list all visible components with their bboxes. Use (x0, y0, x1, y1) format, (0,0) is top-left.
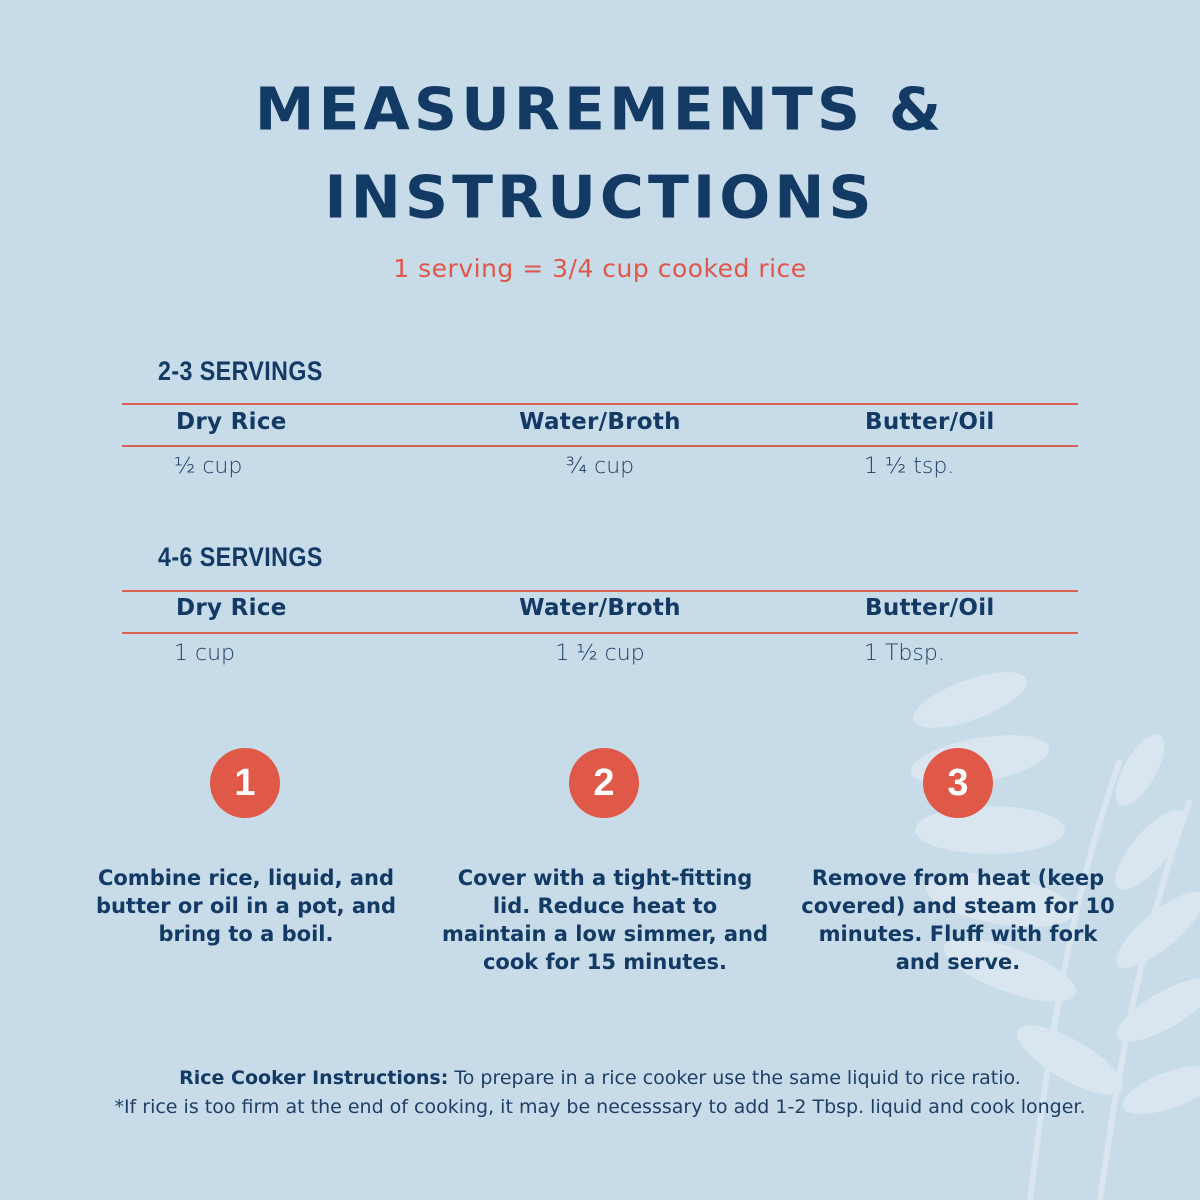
rice-cooker-text: To prepare in a rice cooker use the same liquid to rice ratio. (448, 1067, 1021, 1089)
page-title-line-1: MEASUREMENTS & (254, 75, 946, 145)
step-3-text: Remove from heat (keep covered) and steam for 10 minutes. Fluff with fork and serve. (801, 866, 1115, 974)
divider (122, 445, 1078, 447)
divider (122, 590, 1078, 592)
column-header-butter-oil: Butter/Oil (865, 595, 995, 621)
value-butter-oil: 1 Tbsp. (864, 641, 945, 666)
step-1-badge: 1 (210, 748, 280, 818)
step-2-text: Cover with a tight-fitting lid. Reduce heat to maintain a low simmer, and cook for 15 minutes. (441, 866, 769, 974)
step-3-badge: 3 (923, 748, 993, 818)
footer-notes (0, 1064, 1200, 1122)
serving-note: 1 serving = 3/4 cup cooked rice (393, 254, 807, 283)
column-header-butter-oil: Butter/Oil (865, 409, 995, 435)
value-butter-oil: 1 ½ tsp. (864, 454, 955, 479)
column-header-water-broth: Water/Broth (519, 409, 681, 435)
value-dry-rice: 1 cup (174, 641, 235, 666)
rice-cooker-instructions (0, 1064, 1200, 1093)
value-water-broth: 1 ½ cup (555, 641, 645, 666)
divider (122, 632, 1078, 634)
page-title-line-2: INSTRUCTIONS (324, 163, 876, 233)
divider (122, 403, 1078, 405)
step-2-badge: 2 (569, 748, 639, 818)
column-header-dry-rice: Dry Rice (176, 595, 287, 621)
value-water-broth: ¾ cup (565, 454, 635, 479)
column-header-dry-rice: Dry Rice (176, 409, 287, 435)
rice-cooker-label: Rice Cooker Instructions: (179, 1067, 449, 1089)
table-title: 4-6 SERVINGS (158, 542, 323, 572)
table-title: 2-3 SERVINGS (158, 356, 323, 386)
firmness-note: *If rice is too firm at the end of cooking, it may be necesssary to add 1-2 Tbsp. liquid and cook longer. (114, 1096, 1086, 1118)
step-1-text: Combine rice, liquid, and butter or oil in a pot, and bring to a boil. (95, 866, 397, 946)
value-dry-rice: ½ cup (174, 454, 243, 479)
column-header-water-broth: Water/Broth (519, 595, 681, 621)
